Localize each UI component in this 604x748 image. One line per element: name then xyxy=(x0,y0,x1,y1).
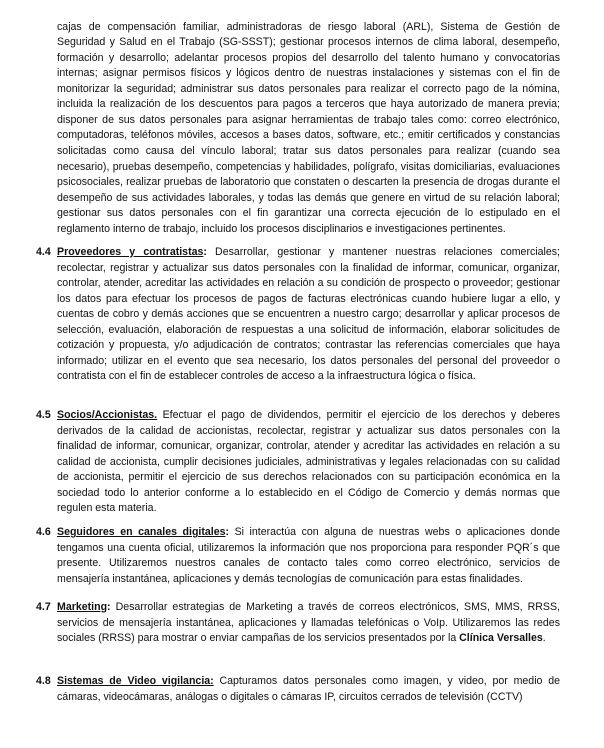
clinic-name: Clínica Versalles xyxy=(459,632,543,645)
section-seguidores xyxy=(36,525,560,587)
section-title: Sistemas de Video vigilancia: xyxy=(57,675,214,687)
section-number: 4.6 xyxy=(36,526,51,538)
section-text: Capturamos datos personales como imagen, y video, por medio de cámaras, videocámaras, análogas o digitales o cámaras IP, circuitos cerrados de televisión (CCTV) xyxy=(57,675,561,703)
section-body xyxy=(57,525,560,587)
section-body xyxy=(57,674,560,705)
section-number: 4.4 xyxy=(36,246,51,258)
section-separator: : xyxy=(203,246,207,258)
section-separator: : xyxy=(107,601,111,613)
section-socios xyxy=(36,408,560,517)
intro-paragraph: cajas de compensación familiar, administradoras de riesgo laboral (ARL), Sistema de Gestión de Seguridad y Salud en el Trabajo (SG-SSST); gestionar procesos internos de clima laboral, desempeño, formación y desarrollo; adelantar procesos propios del desarrollo del talento humano y convocatorias internas; asignar permisos físicos y lógicos dentro de nuestras instalaciones y sistemas con el fin de monitorizar la seguridad; administrar sus datos personales para realizar el correcto pago de la nómina, incluida la realización de los descuentos para pagos a terceros que haya autorizado de manera previa; disponer de sus datos personales para asignar herramientas de trabajo tales como: correo electrónico, computadoras, teléfonos móviles, accesos a bases datos, software, etc.; emitir certificados y constancias solicitadas como causa del vínculo laboral; tratar sus datos personales para realizar (cuando sea necesario), pruebas desempeño, competencias y habilidades, polígrafo, visitas domiciliarias, evaluaciones psicosociales, realizar pruebas de laboratorio que constaten o descarten la presencia de drogas durante el desempeño de sus actividades laborales, y todas las demás que genere en virtud de su relación laboral; gestionar sus datos personales con el fin garantizar una correcta ejecución de lo estipulado en el reglamento interno de trabajo, incluido los procesos disciplinarios e investigaciones pertinentes. xyxy=(57,20,560,235)
section-body xyxy=(57,245,560,385)
section-text: Efectuar el pago de dividendos, permitir el ejercicio de los derechos y deberes derivados de la calidad de accionistas, recolectar, registrar y actualizar sus datos personales con la finalidad de informar, comunicar, organizar, controlar, atender y acreditar las actividades en relación a su calidad de accionista, cumplir decisiones judiciales, administrativas y legales relacionadas con su calidad de accionista, permitir el ejercicio de sus derechos relacionados con su participación económica en la sociedad todo lo anterior conforme a lo establecido en el Código de Comercio y demás normas que regulen esta materia. xyxy=(57,409,560,515)
section-text: Desarrollar estrategias de Marketing a través de correos electrónicos, SMS, MMS, RRSS, servicios de mensajería instantánea, aplicaciones y llamadas telefónicas o VoIp. Utilizaremos las redes sociales (RRSS) para mostrar o enviar campañas de los servicios presentados por la xyxy=(57,601,560,645)
section-number: 4.7 xyxy=(36,601,51,613)
section-proveedores xyxy=(36,245,560,385)
section-body xyxy=(57,600,560,647)
section-title: Marketing xyxy=(57,601,108,613)
section-text: Si interactúa con alguna de nuestras webs o aplicaciones donde tengamos una cuenta oficial, utilizaremos la información que nos proporciona para responder PQR´s que presente. Utilizaremos nuestros canales de contacto tales como correo electrónico, servicios de mensajería instantánea, aplicaciones y demás tecnologías de comunicación para estas finalidades. xyxy=(57,526,560,585)
section-title: Seguidores en canales digitales xyxy=(57,526,226,538)
section-title: Socios/Accionistas. xyxy=(57,409,158,421)
section-video-vigilancia xyxy=(36,674,560,705)
section-separator: : xyxy=(225,526,230,538)
section-body xyxy=(57,408,560,517)
section-title: Proveedores y contratistas xyxy=(57,246,204,258)
section-tail: . xyxy=(542,632,546,645)
section-number: 4.8 xyxy=(36,675,51,687)
section-marketing xyxy=(36,600,560,647)
section-text: Desarrollar, gestionar y mantener nuestras relaciones comerciales; recolectar, registrar y actualizar sus datos personales con la finalidad de informar, comunicar, organizar, controlar, atender, acreditar las actividades en relación a su condición de prospecto o proveedor; gestionar los datos para efectuar los procesos de pagos de facturas electrónicas cuando hubiere lugar a ello, y cuentas de cobro y demás acciones que se encuentren a nuestro cargo; desarrollar y aplicar procesos de selección, evaluación, elaboración de respuestas a una solicitud de información, elaborar solicitudes de cotización y propuesta, y/o adjudicación de contratos; contrastar las referencias comerciales que haya informado; utilizar en el evento que sea necesario, los datos personales del personal del proveedor o contratista con el fin de establecer controles de acceso a la infraestructura lógica o física. xyxy=(57,246,560,383)
section-number: 4.5 xyxy=(36,409,51,421)
